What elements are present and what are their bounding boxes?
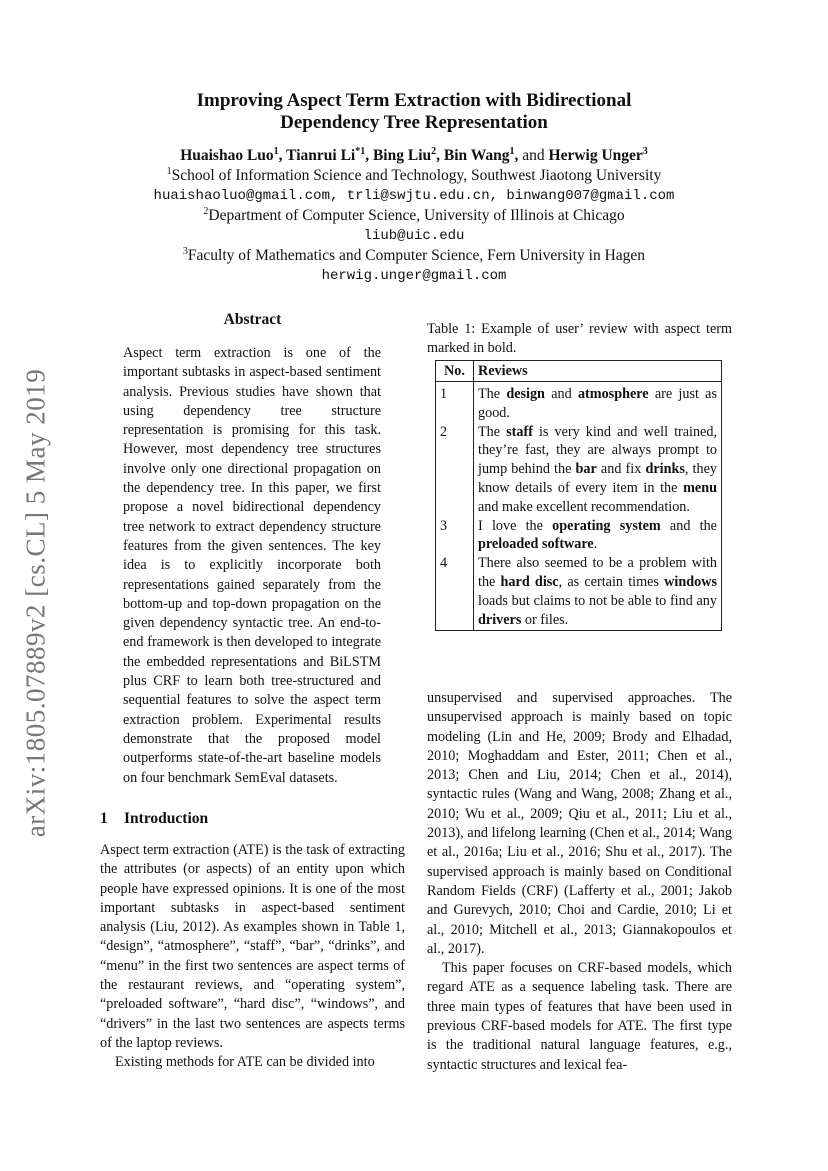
right-paragraph-2: This paper focuses on CRF-based models, which regard ATE as a sequence labeling task. There are three main types of features that have been used in previous CRF-based models for ATE. The first type is the traditional natural language features, e.g., syntactic structures and lexical fea- (427, 960, 732, 1073)
author-name: Tianrui Li (286, 147, 356, 165)
review-fragment: , as certain times (558, 573, 665, 590)
author-name: Bing Liu (372, 147, 432, 165)
reviews-table (435, 360, 722, 631)
table-row (436, 382, 722, 423)
affiliation-2 (0, 206, 828, 225)
affiliation-sup: 2 (203, 206, 209, 217)
aspect-term: menu (683, 479, 717, 496)
author-list: Huaishao Luo$^1$, Tianrui Li$^{*1}$, Bing Liu$^2$, Bin Wang$^1$, and Herwig Unger$^3$ (180, 146, 648, 165)
author-conjunction: and (522, 147, 545, 165)
reviews-table-body (436, 382, 722, 631)
intro-paragraph-2: Existing methods for ATE can be divided into (115, 1054, 375, 1071)
affiliation-sup: 1 (166, 166, 172, 177)
author-name: Herwig Unger (548, 147, 643, 165)
abstract-body: Aspect term extraction is one of the important subtasks in aspect-based sentiment analysis. Previous studies have shown that using dependency tree structure representation is promising for this task. However, most dependency tree structures involve only one directional propagation on the dependency tree. In this paper, we first propose a novel bidirectional dependency tree network to extract dependency structure features from the given sentences. The key idea is to explicitly incorporate both representations gained separately from the bottom-up and top-down propagation on the given dependency syntactic tree. An end-to-end framework is then developed to integrate the embedded representations and BiLSTM plus CRF to learn both tree-structured and sequential features to solve the aspect term extraction problem. Experimental results demonstrate that the proposed model outperforms state-of-the-art baseline models on four benchmark SemEval datasets. (123, 345, 381, 786)
affiliation-3-email: herwig.unger@gmail.com (321, 268, 507, 284)
arxiv-stamp (14, 362, 58, 844)
review-fragment: are just as good. (478, 386, 717, 421)
aspect-term: operating system (552, 517, 661, 534)
author-sup: 2 (431, 146, 437, 157)
review-fragment: or files. (521, 611, 569, 628)
affiliation-1-emails: huaishaoluo@gmail.com, trli@swjtu.edu.cn, binwang007@gmail.com (153, 188, 675, 204)
section-heading-introduction (100, 810, 208, 828)
author-sup: *1 (355, 146, 366, 157)
author-sup: 3 (642, 146, 648, 157)
introduction-body (100, 841, 405, 1073)
review-fragment: , they know details of every item in the (478, 461, 717, 496)
section-title: Introduction (124, 810, 209, 827)
right-column-body (427, 689, 732, 1075)
review-fragment: . (593, 536, 598, 553)
affiliation-text: School of Information Science and Technology, Southwest Jiaotong University (171, 167, 662, 185)
review-number: 3 (436, 517, 474, 555)
arxiv-stamp-text: arXiv:1805.07889v2 [cs.CL] 5 May 2019 (20, 368, 51, 838)
aspect-term: drinks (645, 461, 685, 478)
affiliation-2-email: liub@uic.edu (363, 228, 465, 244)
aspect-term: bar (575, 461, 597, 478)
aspect-term: preloaded software (478, 536, 594, 553)
aspect-term: design (506, 386, 545, 402)
review-text (474, 382, 722, 423)
column-header-no: No. (436, 361, 474, 382)
column-header-reviews: Reviews (474, 361, 722, 382)
affiliation-3 (0, 246, 828, 265)
author-name: Huaishao Luo (180, 147, 274, 165)
affiliation-1 (0, 166, 828, 185)
affiliation-text: Faculty of Mathematics and Computer Science, Fern University in Hagen (187, 247, 646, 265)
affiliation-sup: 3 (182, 246, 188, 257)
table-row (436, 517, 722, 555)
table-caption: Table 1: Example of user’ review with aspect term marked in bold. (427, 321, 732, 357)
table-row (436, 423, 722, 517)
review-fragment: There also seemed to be a problem with the (478, 555, 717, 590)
review-number: 4 (436, 554, 474, 631)
intro-paragraph-1: Aspect term extraction (ATE) is the task of extracting the attributes (or aspects) of an entity upon which people have expressed opinions. It is one of the most important subtasks in aspect-based sentiment analysis (Liu, 2012). As examples shown in Table 1, “design”, “atmosphere”, “staff”, “bar”, “drinks”, and “menu” in the first two sentences are aspect terms of the restaurant reviews, and “operating system”, “preloaded software”, “hard disc”, “windows”, and “drivers” in the last two sentences are aspects terms of the laptop reviews. (100, 842, 405, 1051)
aspect-term: staff (506, 423, 533, 440)
aspect-term: windows (664, 573, 717, 590)
abstract-heading: Abstract (223, 311, 282, 328)
review-number: 1 (436, 382, 474, 423)
review-fragment: and (544, 386, 578, 402)
author-name: Bin Wang (443, 147, 510, 165)
table-row (436, 554, 722, 631)
author-sup: 1 (509, 146, 515, 157)
review-fragment: is very kind and well trained, they’re fast, they are always prompt to jump behind the (478, 423, 717, 478)
title-line-1: Improving Aspect Term Extraction with Bidirectional (196, 90, 632, 111)
review-fragment: The (478, 423, 507, 440)
aspect-term: atmosphere (577, 386, 649, 402)
review-fragment: and the (660, 517, 717, 534)
aspect-term: hard disc (500, 573, 559, 590)
author-sup: 1 (273, 146, 279, 157)
right-paragraph-1: unsupervised and supervised approaches. The unsupervised approach is mainly based on topic modeling (Lin and He, 2009; Brody and Elhadad, 2010; Moghaddam and Ester, 2011; Chen et al., 2013; Chen and Liu, 2014; Chen et al., 2014), syntactic rules (Wang and Wang, 2008; Zhang et al., 2010; Wu et al., 2009; Qiu et al., 2011; Liu et al., 2013), and lifelong learning (Chen et al., 2014; Wang et al., 2016a; Liu et al., 2016; Shu et al., 2017). The supervised approach is mainly based on Conditional Random Fields (CRF) (Lafferty et al., 2001; Jakob and Gurevych, 2010; Choi and Cardie, 2010; Li et al., 2010; Mitchell et al., 2013; Giannakopoulos et al., 2017). (427, 690, 732, 957)
review-fragment: and fix (596, 461, 646, 478)
section-number: 1 (100, 810, 108, 827)
review-fragment: loads but claims to not be able to find any (478, 592, 717, 609)
review-fragment: I love the (478, 517, 553, 534)
review-number: 2 (436, 423, 474, 517)
title-line-2: Dependency Tree Representation (280, 112, 548, 133)
paper-title (0, 90, 828, 134)
affiliation-text: Department of Computer Science, University of Illinois at Chicago (208, 207, 625, 225)
aspect-term: drivers (478, 611, 522, 628)
review-fragment: The (478, 386, 507, 402)
review-text (474, 517, 722, 555)
review-fragment: and make excellent recommendation. (478, 498, 690, 515)
review-text (474, 554, 722, 631)
review-text (474, 423, 722, 517)
